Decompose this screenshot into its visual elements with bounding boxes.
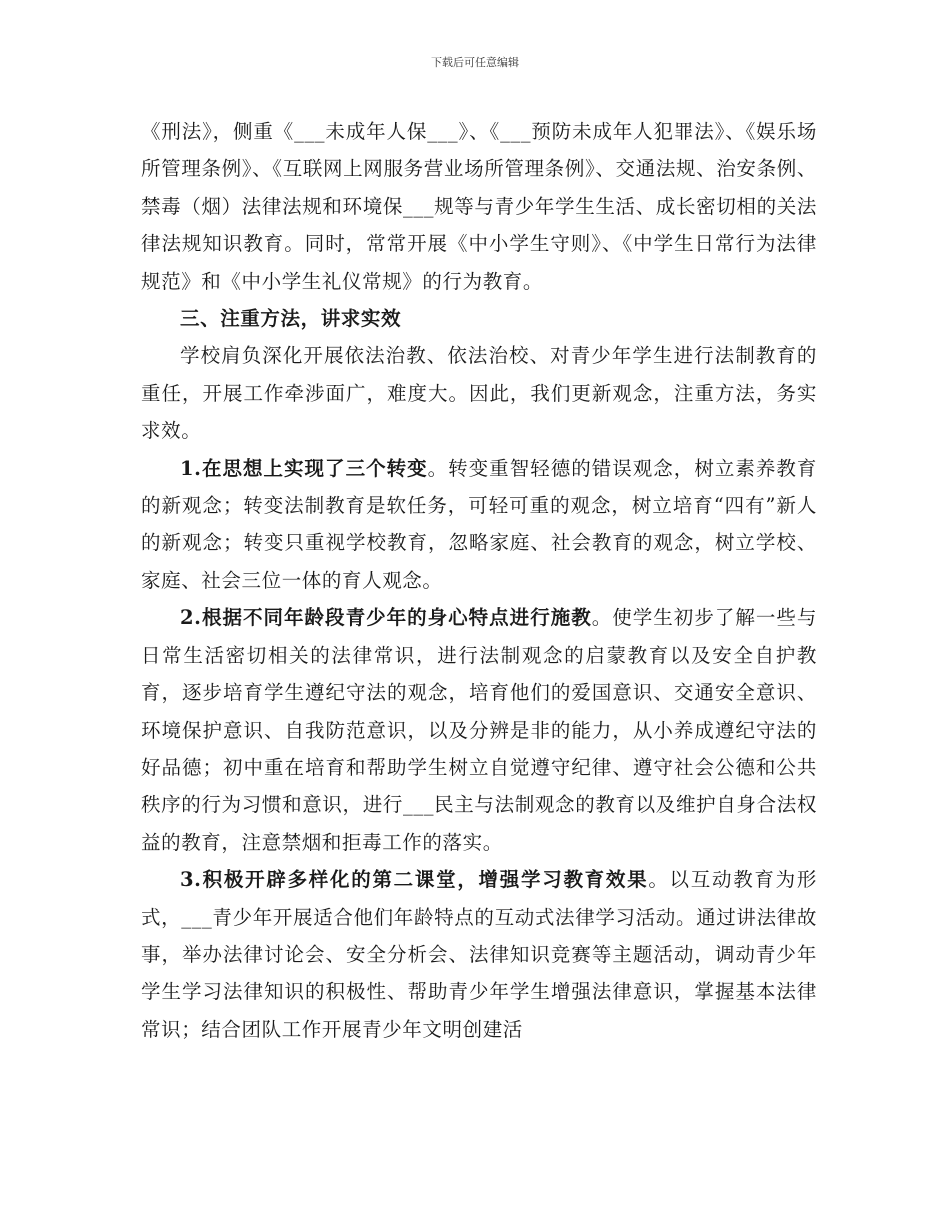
list-item-3 bbox=[141, 861, 817, 1048]
list-item-2-text: 。使学生初步了解一些与日常生活密切相关的法律常识，进行法制观念的启蒙教育以及安全自护教育，逐步培育学生遵纪守法的观念，培育他们的爱国意识、交通安全意识、环境保护意识、自我防范意识，以及分辨是非的能力，从小养成遵纪守法的好品德；初中重在培育和帮助学生树立自觉遵守纪律、遵守社会公德和公共秩序的行为习惯和意识，进行___民主与法制观念的教育以及维护自身合法权益的教育，注意禁烟和拒毒工作的落实。 bbox=[141, 606, 817, 854]
paragraph-intro: 学校肩负深化开展依法治教、依法治校、对青少年学生进行法制教育的重任，开展工作牵涉面广，难度大。因此，我们更新观念，注重方法，务实求效。 bbox=[141, 344, 817, 443]
list-item-1-text: 。转变重智轻德的错误观念，树立素养教育的新观念；转变法制教育是软任务，可轻可重的观念，树立培育“四有”新人的新观念；转变只重视学校教育，忽略家庭、社会教育的观念，树立学校、家庭、社会三位一体的育人观念。 bbox=[141, 456, 817, 592]
list-item-1 bbox=[141, 450, 817, 600]
section-heading-3: 三、注重方法，讲求实效 bbox=[180, 307, 402, 331]
list-item-2-title: 2.根据不同年龄段青少年的身心特点进行施教 bbox=[180, 606, 592, 630]
list-item-1-title: 1.在思想上实现了三个转变 bbox=[180, 456, 428, 480]
document-body bbox=[141, 113, 817, 1048]
page-header: 下载后可任意编辑 bbox=[431, 56, 519, 69]
list-item-3-title: 3.积极开辟多样化的第二课堂，增强学习教育效果 bbox=[180, 868, 649, 892]
list-item-2 bbox=[141, 599, 817, 861]
list-item-3-text: 。以互动教育为形式，___青少年开展适合他们年龄特点的互动式法律学习活动。通过讲法律故事，举办法律讨论会、安全分析会、法律知识竞赛等主题活动，调动青少年学生学习法律知识的积极性、帮助青少年学生增强法律意识，掌握基本法律常识；结合团队工作开展青少年文明创建活 bbox=[141, 868, 817, 1041]
paragraph-laws-list: 《刑法》，侧重《___未成年人保___》、《___预防未成年人犯罪法》、《娱乐场所管理条例》、《互联网上网服务营业场所管理条例》、交通法规、治安条例、禁毒（烟）法律法规和环境保___规等与青少年学生生活、成长密切相的关法律法规知识教育。同时，常常开展《中小学生守则》、《中学生日常行为法律规范》和《中小学生礼仪常规》的行为教育。 bbox=[141, 120, 817, 293]
